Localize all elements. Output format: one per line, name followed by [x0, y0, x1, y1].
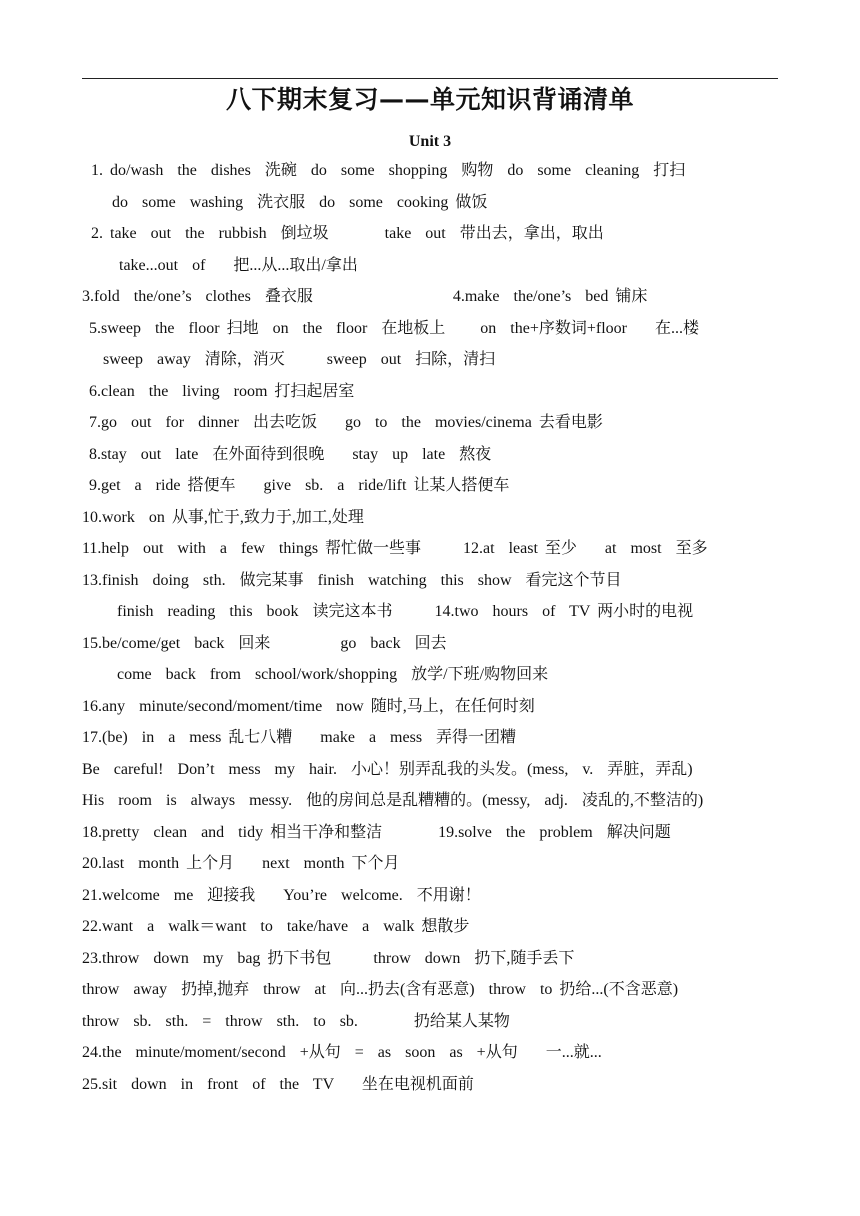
- list-line: do some washing 洗衣服 do some cooking 做饭: [84, 193, 488, 211]
- list-line: 17.(be) in a mess 乱七八糟 make a mess 弄得一团糟: [82, 729, 517, 746]
- list-line: 2. take out the rubbish 倒垃圾 take out 带出去，拿出，取出: [84, 225, 604, 242]
- header-rule: [82, 78, 778, 79]
- list-line: finish reading this book 读完这本书 14.two hours of TV 两小时的电视: [82, 603, 694, 620]
- list-line: 13.finish doing sth. 做完某事 finish watching this show 看完这个节目: [82, 571, 622, 589]
- list-line: 25.sit down in front of the TV 坐在电视机面前: [82, 1075, 474, 1093]
- list-line: 15.be/come/get back 回来 go back 回去: [82, 634, 447, 652]
- list-line: 21.welcome me 迎接我 You’re welcome. 不用谢！: [82, 886, 481, 904]
- list-line: 6.clean the living room 打扫起居室: [82, 382, 355, 400]
- list-line: 16.any minute/second/moment/time now 随时,马上，在任何时刻: [82, 697, 535, 715]
- list-line: 1. do/wash the dishes 洗碗 do some shopping 购物 do some cleaning 打扫: [84, 162, 686, 179]
- list-line: come back from school/work/shopping 放学/下班/购物回来: [82, 666, 549, 683]
- list-line: throw sb. sth. = throw sth. to sb. 扔给某人某物: [82, 1012, 510, 1030]
- list-line: take...out of 把...从...取出/拿出: [84, 256, 358, 274]
- list-line: 5.sweep the floor 扫地 on the floor 在地板上 on the+序数词+floor 在...楼: [82, 319, 699, 337]
- list-line: 3.fold the/one’s clothes 叠衣服 4.make the/one’s bed 铺床: [82, 288, 648, 305]
- unit-heading: Unit 3: [408, 133, 452, 150]
- list-line: 9.get a ride 搭便车 give sb. a ride/lift 让某人搭便车: [82, 477, 510, 494]
- list-line: 18.pretty clean and tidy 相当干净和整洁 19.solve the problem 解决问题: [82, 823, 671, 841]
- list-line: 20.last month 上个月 next month 下个月: [82, 855, 400, 872]
- list-line: throw away 扔掉,抛弃 throw at 向...扔去(含有恶意) throw to 扔给...(不含恶意): [82, 981, 679, 998]
- list-line: 10.work on 从事,忙于,致力于,加工,处理: [82, 508, 364, 526]
- page-title: 八下期末复习——单元知识背诵清单: [225, 85, 634, 114]
- list-line: 11.help out with a few things 帮忙做一些事 12.at least 至少 at most 至多: [82, 540, 708, 557]
- list-line: His room is always messy. 他的房间总是乱糟糟的。(messy, adj. 凌乱的,不整洁的): [82, 792, 704, 809]
- list-line: sweep away 清除，消灭 sweep out 扫除，清扫: [82, 351, 496, 368]
- list-line: 8.stay out late 在外面待到很晚 stay up late 熬夜: [82, 445, 492, 463]
- list-line: 23.throw down my bag 扔下书包 throw down 扔下,随手丢下: [82, 949, 575, 967]
- list-line: 22.want a walk＝want to take/have a walk 想散步: [82, 918, 470, 935]
- list-line: 7.go out for dinner 出去吃饭 go to the movies/cinema 去看电影: [82, 414, 603, 431]
- list-line: 24.the minute/moment/second +从句 = as soon as +从句 一...就...: [82, 1044, 602, 1061]
- list-line: Be careful! Don’t mess my hair. 小心！别弄乱我的头发。(mess, v. 弄脏，弄乱): [82, 760, 693, 778]
